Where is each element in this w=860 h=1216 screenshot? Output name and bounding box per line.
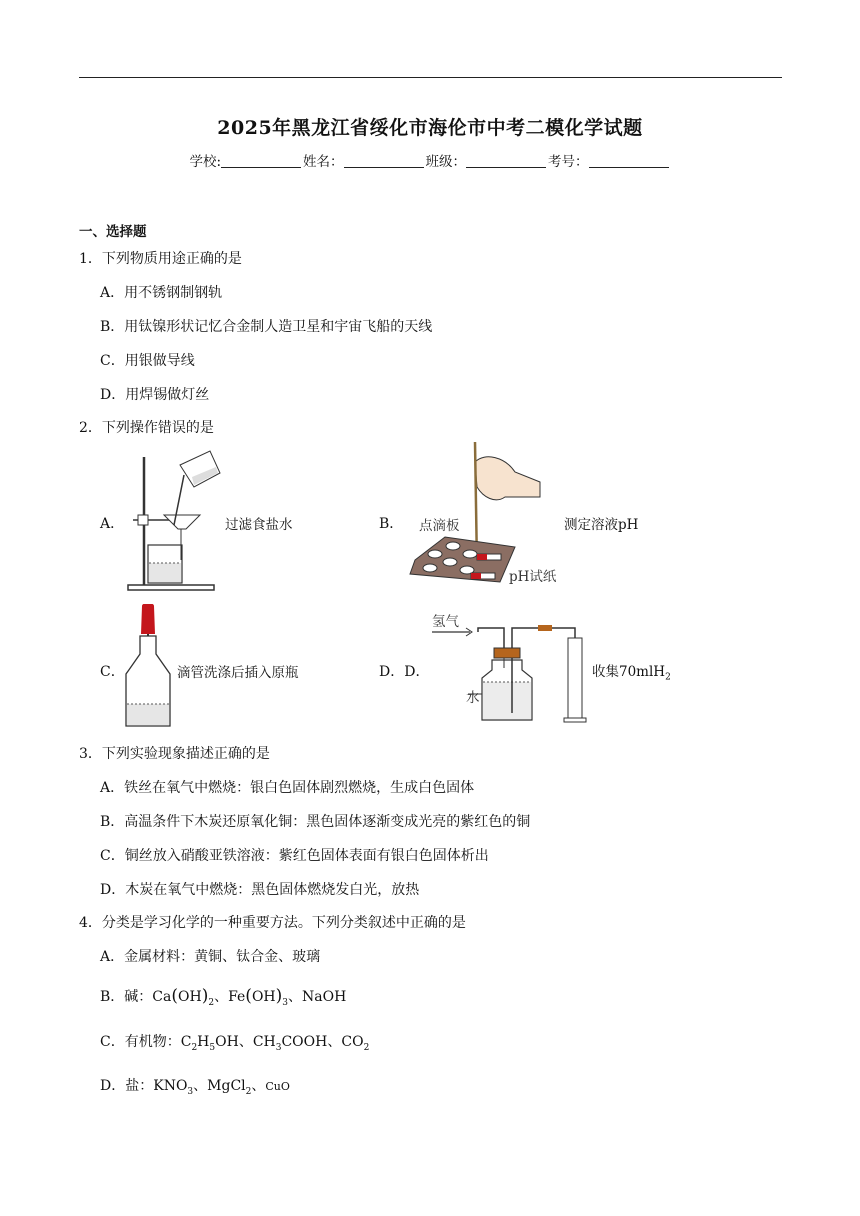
formula-part: OH (251, 989, 276, 1005)
q2-option-d-letter: D．D． (379, 664, 430, 680)
section-heading: 一、选择题 (79, 224, 147, 240)
question-2-stem: 2．下列操作错误的是 (79, 420, 214, 436)
formula-part: COOH (281, 1034, 328, 1050)
formula-subscript: 3 (275, 1042, 282, 1053)
formula-part: H (197, 1034, 210, 1050)
header-rule (79, 77, 782, 78)
hydrogen-label: 氢气 (432, 614, 459, 630)
separator: 、 (238, 1034, 253, 1050)
student-info-line (0, 150, 860, 170)
q1-option-b: B．用钛镍形状记忆合金制人造卫星和宇宙飞船的天线 (100, 319, 433, 335)
ph-paper-label: pH试纸 (509, 569, 557, 585)
q1-option-a: A．用不锈钢制钢轨 (100, 285, 223, 301)
q2-option-a-letter: A． (100, 516, 125, 532)
caption-subscript: 2 (665, 672, 671, 683)
formula-part: C (180, 1034, 192, 1050)
class-label: 班级： (425, 154, 467, 170)
option-label: D．盐： (100, 1078, 154, 1094)
question-4-stem: 4．分类是学习化学的一种重要方法。下列分类叙述中正确的是 (79, 915, 466, 931)
formula-part: MgCl (207, 1078, 246, 1094)
q4-option-c (100, 1031, 369, 1053)
formula-subscript: 3 (187, 1086, 194, 1097)
school-label: 学校: (189, 154, 222, 170)
q2-option-b-caption: 测定溶液pH (564, 517, 639, 533)
formula-part: CH (252, 1034, 276, 1050)
formula-subscript: 2 (208, 997, 215, 1008)
q2-option-d-caption (592, 660, 671, 683)
page-title: 2025年黑龙江省绥化市海伦市中考二模化学试题 (217, 117, 643, 139)
separator: 、 (251, 1078, 266, 1094)
q1-option-d: D．用焊锡做灯丝 (100, 387, 210, 403)
water-label: 水 (466, 690, 480, 706)
formula-part: Ca (152, 989, 172, 1005)
q2-option-c-caption: 滴管洗涤后插入原瓶 (177, 665, 299, 681)
q2-option-c-letter: C． (100, 664, 125, 680)
exam-no-label: 考号： (548, 154, 589, 170)
q4-option-b: B．碱：$Ca(OH)_2$、$Fe(OH)_3$、NaOH (100, 986, 347, 1008)
formula-subscript: 2 (245, 1086, 252, 1097)
q4-option-a: A．金属材料：黄铜、钛合金、玻璃 (100, 949, 321, 965)
formula-subscript: 5 (209, 1042, 216, 1053)
name-label: 姓名： (303, 154, 344, 170)
separator: 、 (193, 1078, 208, 1094)
formula-subscript: 3 (282, 997, 288, 1008)
name-blank[interactable] (344, 154, 424, 168)
question-1-stem: 1．下列物质用途正确的是 (79, 251, 242, 267)
formula-part: KNO (153, 1078, 188, 1094)
spot-plate-label: 点滴板 (419, 518, 460, 534)
q1-option-c: C．用银做导线 (100, 353, 195, 369)
formula-part: NaOH (302, 989, 347, 1005)
formula-subscript: 2 (191, 1042, 198, 1053)
option-label: C．有机物： (100, 1034, 181, 1050)
formula-part: OH (215, 1034, 239, 1050)
q3-option-c: C．铜丝放入硝酸亚铁溶液：紫红色固体表面有银白色固体析出 (100, 848, 489, 864)
formula-subscript: 2 (363, 1042, 370, 1053)
q3-option-d: D．木炭在氧气中燃烧：黑色固体燃烧发白光，放热 (100, 882, 420, 898)
option-label: B．碱： (100, 989, 153, 1005)
q3-option-b: B．高温条件下木炭还原氧化铜：黑色固体逐渐变成光亮的紫红色的铜 (100, 814, 531, 830)
q2-option-a-caption: 过滤食盐水 (225, 517, 293, 533)
filtration-apparatus-figure (118, 445, 223, 593)
formula-part: CuO (265, 1080, 290, 1093)
formula-part: OH (178, 989, 202, 1005)
school-blank[interactable] (221, 154, 301, 168)
separator: 、 (327, 1034, 342, 1050)
separator: 、 (214, 989, 229, 1005)
q2-option-b-letter: B． (379, 516, 404, 532)
class-blank[interactable] (466, 154, 546, 168)
exam-no-blank[interactable] (589, 154, 669, 168)
q4-option-d (100, 1075, 290, 1097)
formula-part: Fe (228, 989, 246, 1005)
separator: 、 (288, 989, 302, 1005)
formula-part: CO (341, 1034, 364, 1050)
caption-text: 收集70mlH (592, 664, 666, 680)
dropper-bottle-figure (122, 604, 174, 730)
q3-option-a: A．铁丝在氧气中燃烧：银白色固体剧烈燃烧，生成白色固体 (100, 780, 475, 796)
question-3-stem: 3．下列实验现象描述正确的是 (79, 746, 270, 762)
